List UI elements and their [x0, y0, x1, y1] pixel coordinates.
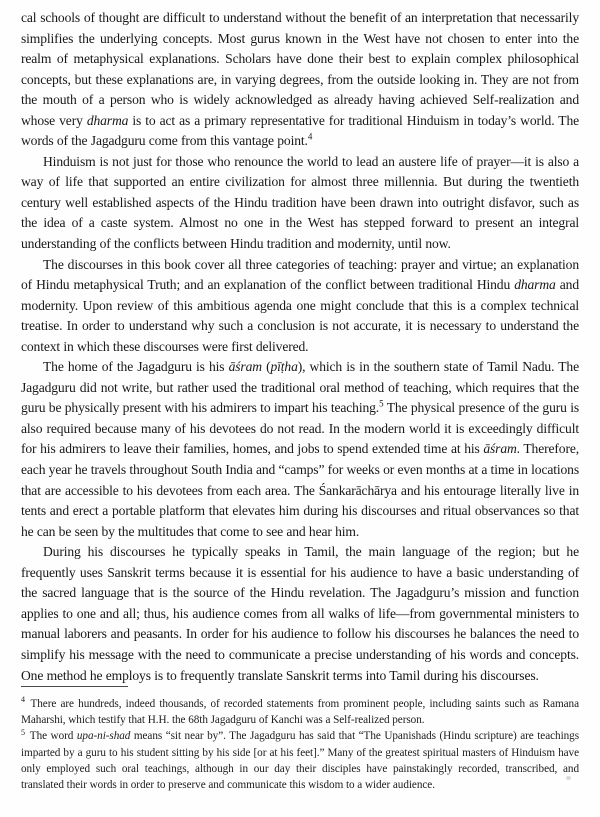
footnote-marker-5: 5	[379, 398, 384, 409]
paragraph-3: The discourses in this book cover all three categories of teaching: prayer and virtue; an explanation of Hindu metaphysical Truth; and an explanation of the conflict between traditional Hindu dharma and modernity. Upon review of this ambitious agenda one might conclude that this is a complex technical treatise. In order to understand why such a conclusion is not accurate, it is necessary to understand the context in which these discourses were first delivered.	[21, 256, 579, 354]
footnote-5: $^5$ The word upa-ni-shad means “sit near by”. The Jagadguru has said that “The Upanishads (Hindu scripture) are teachings imparted by a guru to his student sitting by his side [or at his feet].” Many of the greatest spiritual masters of Hinduism have only employed such oral teachings, although in our day their disciples have painstakingly recorded, transcribed, and translated their words in order to preserve and communicate this wisdom to a wider audience.	[21, 727, 579, 792]
paragraph-1: cal schools of thought are difficult to understand without the benefit of an interpretation that necessarily simplifies the underlying concepts. Most gurus known in the West have not chosen to enter into the realm of metaphysical explanations. Scholars have done their best to explain complex philosophical concepts, but these explanations are, in varying degrees, from the outside looking in. They are not from the mouth of a person who is widely acknowledged as already having achieved Self-realization and whose very dharma is to act as a primary representative for traditional Hinduism in today’s world. The words of the Jagadguru come from this vantage point.$^4$	[21, 10, 580, 149]
italic-term-dharma: dharma	[86, 112, 129, 128]
footnote-marker-4: 4	[307, 131, 313, 142]
paragraph-5: During his discourses he typically speaks in Tamil, the main language of the region; but he frequently uses Sanskrit terms because it is essential for his audience to have a basic understanding of the sacred language that is the source of the Hindu revelation. The Jagadguru’s mission and function applies to one and all; thus, his audience comes from all walks of life—from governmental ministers to manual laborers and peasants. In order for his audience to follow his discourses he balances the need to simplify his message with the need to communicate a precise understanding of his words and concepts. One method he employs is to frequently translate Sanskrit terms into Tamil during his discourses.	[21, 544, 579, 683]
paragraph-4: The home of the Jagadguru is his āśram (pīṭha), which is in the southern state of Tamil Nadu. The Jagadguru did not write, but rather used the traditional oral method of teaching, which requires that the guru be physically present with his admirers to impart his teaching.$^5$ The physical presence of the guru is also required because many of his devotees do not read. In the modern world it is exceedingly difficult for his admirers to leave their families, homes, and jobs to spend extended time at his āśram. Therefore, each year he travels throughout South India and “camps” for weeks or even months at a time in locations that are accessible to his devotees from each area. The Śankarāchārya and his entourage literally live in tents and erect a portable platform that elevates him during his discourses and ritual observances so that he can be seen by the multitudes that come to see and hear him.	[21, 359, 580, 539]
italic-term-asram-2: āśram	[483, 441, 517, 457]
body-text-block	[21, 8, 579, 686]
footnote-4-marker: 4	[21, 695, 25, 705]
scan-speck	[566, 776, 571, 780]
italic-term-asram: āśram	[228, 359, 262, 375]
italic-term-dharma-2: dharma	[514, 277, 556, 293]
italic-term-pitha: pīṭha	[270, 359, 298, 375]
footnote-5-marker: 5	[21, 727, 25, 737]
footnotes-section	[21, 686, 579, 793]
paragraph-2: Hinduism is not just for those who renounce the world to lead an austere life of prayer—it is also a way of life that supported an entire civilization for almost three millennia. But during the twentieth century well established aspects of the Hindu tradition have been drawn into outright disfavor, such as the idea of a caste system. Almost no one in the West has stepped forward to present an integral understanding of the conflicts between Hindu tradition and modernity, until now.	[21, 153, 579, 252]
italic-term-upanishad: upa-ni-shad	[76, 730, 131, 743]
footnote-4: $^4$ There are hundreds, indeed thousands, of recorded statements from prominent people, including saints such as Ramana Maharshi, which testify that H.H. the 68th Jagadguru of Kanchi was a Self-realized person.	[21, 695, 579, 727]
footnote-separator-rule	[21, 686, 128, 687]
